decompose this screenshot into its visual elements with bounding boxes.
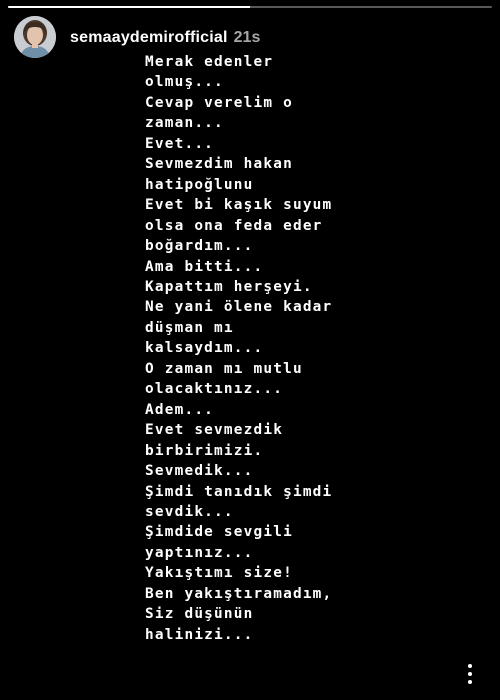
story-text-line: birbirimizi. [145,442,264,459]
story-text-line: Yakıştımı size! [145,565,293,582]
story-text-line: Ben yakıştıramadım, [145,585,333,602]
story-text-line: Merak edenler [145,54,274,70]
story-text-line: Ne yani ölene kadar [145,299,333,316]
story-text-line: boğardım... [145,238,254,255]
story-text-line: zaman... [145,115,224,132]
story-progress-bar [8,6,492,8]
story-text-line: Evet bi kaşık suyum [145,197,333,214]
story-text-line: Siz düşünün [145,606,254,623]
more-options-button[interactable] [462,662,478,686]
story-text-line: Adem... [145,401,215,418]
story-text-line: O zaman mı mutlu [145,360,303,377]
story-progress-fill [8,6,250,8]
more-vertical-icon-dot [468,672,472,676]
story-text [145,52,485,645]
story-text-line: Evet... [145,135,215,152]
story-text-line: Cevap verelim o [145,94,293,111]
story-text-line: Sevmedik... [145,463,254,480]
more-vertical-icon [468,664,472,668]
story-text-line: Kapattım herşeyi. [145,278,313,295]
story-text-line: sevdik... [145,503,234,520]
story-text-line: Şimdi tanıdık şimdi [145,483,333,500]
story-timestamp: 21s [233,29,261,46]
story-text-line: kalsaydım... [145,340,264,357]
story-text-line: Şimdide sevgili [145,524,293,541]
story-text-line: olsa ona feda eder [145,217,323,234]
story-text-line: düşman mı [145,319,234,336]
story-text-line: Sevmezdim hakan [145,156,293,173]
story-text-line: halinizi... [145,626,254,643]
story-text-line: hatipoğlunu [145,176,254,193]
username[interactable]: semaaydemirofficial [70,29,228,46]
avatar[interactable] [14,16,56,58]
story-text-line: yaptınız... [145,544,254,561]
more-vertical-icon-dot [468,680,472,684]
story-text-line: Evet sevmezdik [145,422,284,439]
story-progress-segment [8,6,492,8]
story-text-line: Ama bitti... [145,258,264,275]
story-text-line: olmuş... [145,74,224,91]
story-text-line: olacaktınız... [145,381,284,398]
avatar-image [14,16,56,58]
